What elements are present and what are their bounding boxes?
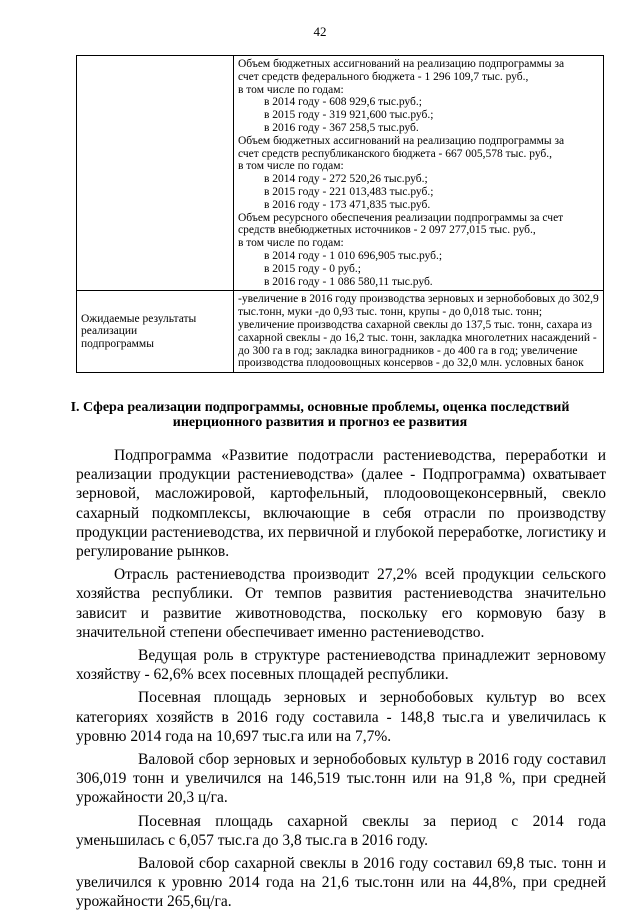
paragraph: Посевная площадь сахарной свеклы за период с 2014 года уменьшилась с 6,057 тыс.га до 3,8 тыс.га в 2016 году. <box>76 812 606 849</box>
paragraph: Валовой сбор сахарной свеклы в 2016 году составил 69,8 тыс. тонн и увеличился к уровню 2014 года на 21,6 тыс.тонн или на 44,8%, при средней урожайности 265,6ц/га. <box>76 855 606 911</box>
paragraph: Ведущая роль в структуре растениеводства принадлежит зерновому хозяйству - 62,6% всех посевных площадей республики. <box>76 647 606 684</box>
funding-line: в том числе по годам: <box>238 237 344 250</box>
funding-line: Объем бюджетных ассигнований на реализацию подпрограммы за <box>238 134 565 147</box>
funding-line: в том числе по годам: <box>238 160 344 173</box>
funding-line: Объем ресурсного обеспечения реализации подпрограммы за счет <box>238 211 564 224</box>
funding-year-line: в 2014 году - 1 010 696,905 тыс.руб.; <box>264 249 443 262</box>
funding-line: средств внебюджетных источников - 2 097 277,015 тыс. руб., <box>238 224 536 237</box>
results-text: -увеличение в 2016 году производства зерновых и зернобобовых до 302,9 тыс.тонн, муки -до 0,93 тыс. тонн, крупы - до 0,018 тыс. тонн; увеличение производства сахарной свеклы до 137,5 тыс. тонн, сахара из сахарной свеклы - до 16,2 тыс. тонн, закладка многолетних насаждений - до 300 га в год; закладка виноградников - до 400 га в год; увеличение производства плодоовощных консервов - до 32,0 млн. условных банок <box>238 293 599 370</box>
funding-year-line: в 2016 году - 1 086 580,11 тыс.руб. <box>264 275 433 288</box>
funding-year-line: в 2016 году - 367 258,5 тыс.руб. <box>264 121 419 134</box>
results-row <box>77 291 604 373</box>
funding-label-cell <box>77 56 234 291</box>
funding-line: счет средств республиканского бюджета - 667 005,578 тыс. руб., <box>238 147 553 160</box>
funding-line: Объем бюджетных ассигнований на реализацию подпрограммы за <box>238 58 565 70</box>
results-cell <box>234 291 604 373</box>
body-text <box>76 446 606 916</box>
page-number: 42 <box>313 24 327 39</box>
paragraph: Посевная площадь зерновых и зернобобовых культур во всех категориях хозяйств в 2016 году составила - 148,8 тыс.га и увеличилась к уровню 2014 года на 10,697 тыс.га или на 7,7%. <box>76 689 606 745</box>
paragraph: Валовой сбор зерновых и зернобобовых культур в 2016 году составил 306,019 тонн и увеличился на 146,519 тыс.тонн или на 91,8 %, при средней урожайности 20,3 ц/га. <box>76 751 606 807</box>
results-label-line: Ожидаемые результаты <box>81 312 197 325</box>
funding-row <box>77 56 604 291</box>
funding-year-line: в 2016 году - 173 471,835 тыс.руб. <box>264 198 431 211</box>
results-label-cell <box>77 291 234 373</box>
paragraph: Отрасль растениеводства производит 27,2% всей продукции сельского хозяйства республики. От темпов развития растениеводства значительно зависит и развитие животноводства, поскольку его кормовую базу в значительной степени обеспечивает именно растениеводство. <box>76 566 606 641</box>
funding-line: счет средств федерального бюджета - 1 296 109,7 тыс. руб., <box>238 70 529 83</box>
subprogram-passport-table <box>76 55 604 373</box>
funding-year-line: в 2015 году - 319 921,600 тыс.руб.; <box>264 109 434 122</box>
funding-year-line: в 2014 году - 272 520,26 тыс.руб.; <box>264 173 428 186</box>
funding-year-line: в 2015 году - 221 013,483 тыс.руб.; <box>264 185 434 198</box>
results-label-line: реализации <box>81 325 138 338</box>
funding-cell <box>234 56 604 291</box>
funding-line: в том числе по годам: <box>238 83 344 96</box>
funding-year-line: в 2014 году - 608 929,6 тыс.руб.; <box>264 96 422 109</box>
paragraph: Подпрограмма «Развитие подотрасли растениеводства, переработки и реализации продукции растениеводства» (далее - Подпрограмма) охватывает зерновой, масложировой, картофельный, плодоовощеконсервный, свекло сахарный подкомплексы, включающие в себя отрасли по производству продукции растениеводства, их первичной и глубокой переработке, логистику и регулирование рынков. <box>76 447 606 561</box>
results-label-line: подпрограммы <box>81 338 154 351</box>
section-title: I. Сфера реализации подпрограммы, основные проблемы, оценка последствий инерционного развития и прогноз ее развития <box>70 400 570 430</box>
funding-year-line: в 2015 году - 0 руб.; <box>264 262 361 275</box>
